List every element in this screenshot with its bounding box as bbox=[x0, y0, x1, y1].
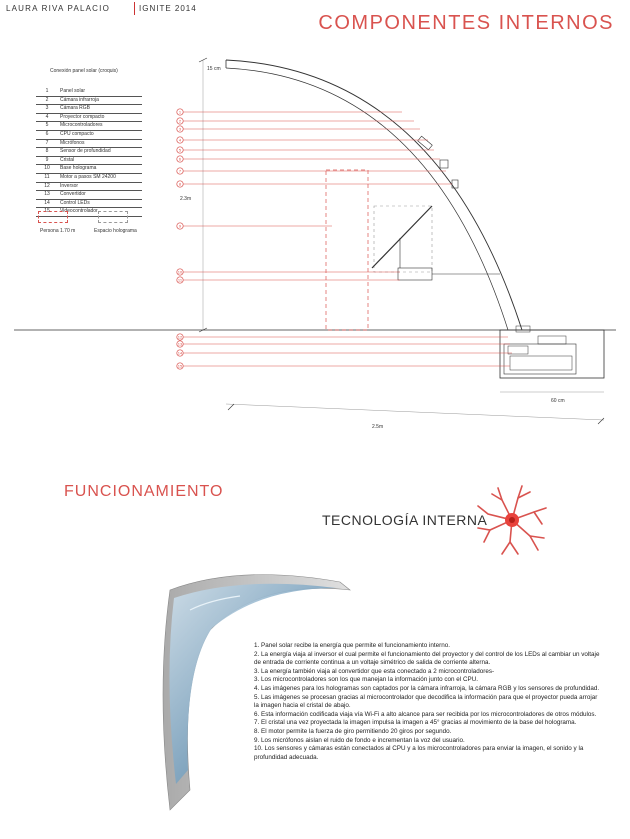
legend-label: Convertidor bbox=[58, 191, 142, 200]
dim-total-width: 2.5m bbox=[372, 424, 384, 430]
legend-number: 1 bbox=[36, 88, 58, 96]
legend-number: 10 bbox=[36, 165, 58, 174]
component-box bbox=[440, 160, 448, 168]
crystal-glass bbox=[372, 206, 432, 268]
dim-height: 2.3m bbox=[180, 196, 192, 202]
legend-number: 13 bbox=[36, 191, 58, 200]
hologram-base bbox=[398, 268, 432, 280]
marker-label: 4 bbox=[178, 137, 182, 143]
steps-list bbox=[254, 642, 600, 762]
step-item: 1. Panel solar recibe la energía que permite el funcionamiento interno. bbox=[254, 642, 451, 649]
marker-label: 13 bbox=[177, 341, 183, 347]
legend-label: Sensor de profundidad bbox=[58, 148, 142, 157]
marker-label: 14 bbox=[177, 350, 183, 356]
legend-label: Control LEDs bbox=[58, 199, 142, 208]
marker-label: 5 bbox=[178, 147, 182, 153]
marker-label: 8 bbox=[178, 181, 182, 187]
legend-label: Panel solar bbox=[58, 88, 142, 96]
marker-label: 6 bbox=[178, 156, 182, 162]
step-item: 9. Los micrófonos aislan el ruido de fondo e incrementan la voz del usuario. bbox=[254, 736, 465, 744]
legend-number: 3 bbox=[36, 105, 58, 114]
legend-number: 5 bbox=[36, 122, 58, 131]
legend-number: 7 bbox=[36, 139, 58, 148]
marker-label: 10 bbox=[177, 269, 183, 275]
legend-number: 15 bbox=[36, 208, 58, 217]
hologram-space-outline bbox=[374, 206, 432, 272]
step-item: 5. Las imágenes se procesan gracias al microcontrolador que decodifica la información para que el proyector pueda arrojar la imagen hacia el cristal de abajo. bbox=[254, 693, 598, 710]
legend-label: Microcontroladores bbox=[58, 122, 142, 131]
legend-number: 8 bbox=[36, 148, 58, 157]
dim-base-width: 60 cm bbox=[551, 398, 565, 404]
header-author: LAURA RIVA PALACIO bbox=[6, 4, 111, 13]
header-event: IGNITE 2014 bbox=[139, 4, 197, 13]
person-outline bbox=[326, 170, 368, 330]
legend-number: 12 bbox=[36, 182, 58, 191]
hologram-space-key-label: Espacio holograma bbox=[94, 228, 137, 234]
step-item: 7. El cristal una vez proyectada la imagen impulsa la imagen a 45° gracias al movimiento de la base del holograma. bbox=[254, 719, 577, 727]
legend-label: Base holograma bbox=[58, 165, 142, 174]
marker-label: 7 bbox=[178, 168, 182, 174]
legend-label: Proyector compacto bbox=[58, 113, 142, 122]
legend-label: Micrófonos bbox=[58, 139, 142, 148]
marker-label: 1 bbox=[178, 109, 182, 115]
legend-number: 9 bbox=[36, 156, 58, 165]
step-item: 6. Esta información codificada viaja vía Wi-Fi a alto alcance para ser recibida por los microcontroladores de otros módulos. bbox=[254, 710, 597, 718]
step-item: 2. La energía viaja al inversor el cual permite el funcionamiento del proyector y del control de los LEDs al cambiar un voltaje de entrada de corriente continua a un voltaje simétrico de salida de corriente alterna. bbox=[254, 650, 600, 667]
arch-inner bbox=[226, 68, 508, 330]
legend-label: Motor a pasos SM 24200 bbox=[58, 173, 142, 182]
neuron-icon bbox=[472, 480, 552, 560]
step-item: 10. Los sensores y cámaras están conectados al CPU y a los microcontroladores para enviar la imagen, el sonido y la profundidad adecuada. bbox=[254, 745, 584, 761]
legend-number: 14 bbox=[36, 199, 58, 208]
legend-number: 11 bbox=[36, 173, 58, 182]
component-box bbox=[418, 136, 433, 150]
marker-label: 11 bbox=[177, 277, 183, 283]
legend-number: 2 bbox=[36, 96, 58, 105]
step-item: 3. Los microcontroladores son los que manejan la información junto con el CPU. bbox=[254, 676, 479, 684]
legend-title: Conexión panel solar (croquis) bbox=[50, 68, 118, 74]
legend-label: Videocontrolador bbox=[58, 208, 142, 217]
legend-number: 4 bbox=[36, 113, 58, 122]
marker-label: 2 bbox=[178, 118, 182, 124]
step-item: 3. La energía también viaja al convertidor que esta conectado a 2 microcontroladores- bbox=[254, 667, 495, 675]
arch-outer bbox=[226, 60, 522, 330]
page-title: COMPONENTES INTERNOS bbox=[318, 12, 614, 34]
person-key-label: Persona 1.70 m bbox=[40, 228, 76, 234]
dim-top: 15 cm bbox=[207, 66, 221, 72]
legend-label: Inversor bbox=[58, 182, 142, 191]
marker-label: 12 bbox=[177, 334, 183, 340]
marker-label: 3 bbox=[178, 126, 182, 132]
legend-label: Cristal bbox=[58, 156, 142, 165]
step-item: 4. Las imágenes para los hologramas son captados por la cámara infrarroja, la cámara RGB y los sensores de profundidad. bbox=[254, 684, 600, 692]
legend-label: CPU compacto bbox=[58, 130, 142, 139]
step-item: 8. El motor permite la fuerza de giro permitiendo 20 giros por segundo. bbox=[254, 727, 452, 735]
legend-label: Cámara RGB bbox=[58, 105, 142, 114]
section-tecnologia-title: TECNOLOGÍA INTERNA bbox=[322, 512, 488, 528]
legend-label: Cámara infrarroja bbox=[58, 96, 142, 105]
section-funcionamiento-title: FUNCIONAMIENTO bbox=[64, 483, 224, 500]
marker-label: 9 bbox=[178, 223, 182, 229]
marker-label: 15 bbox=[177, 363, 183, 369]
legend-number: 6 bbox=[36, 130, 58, 139]
